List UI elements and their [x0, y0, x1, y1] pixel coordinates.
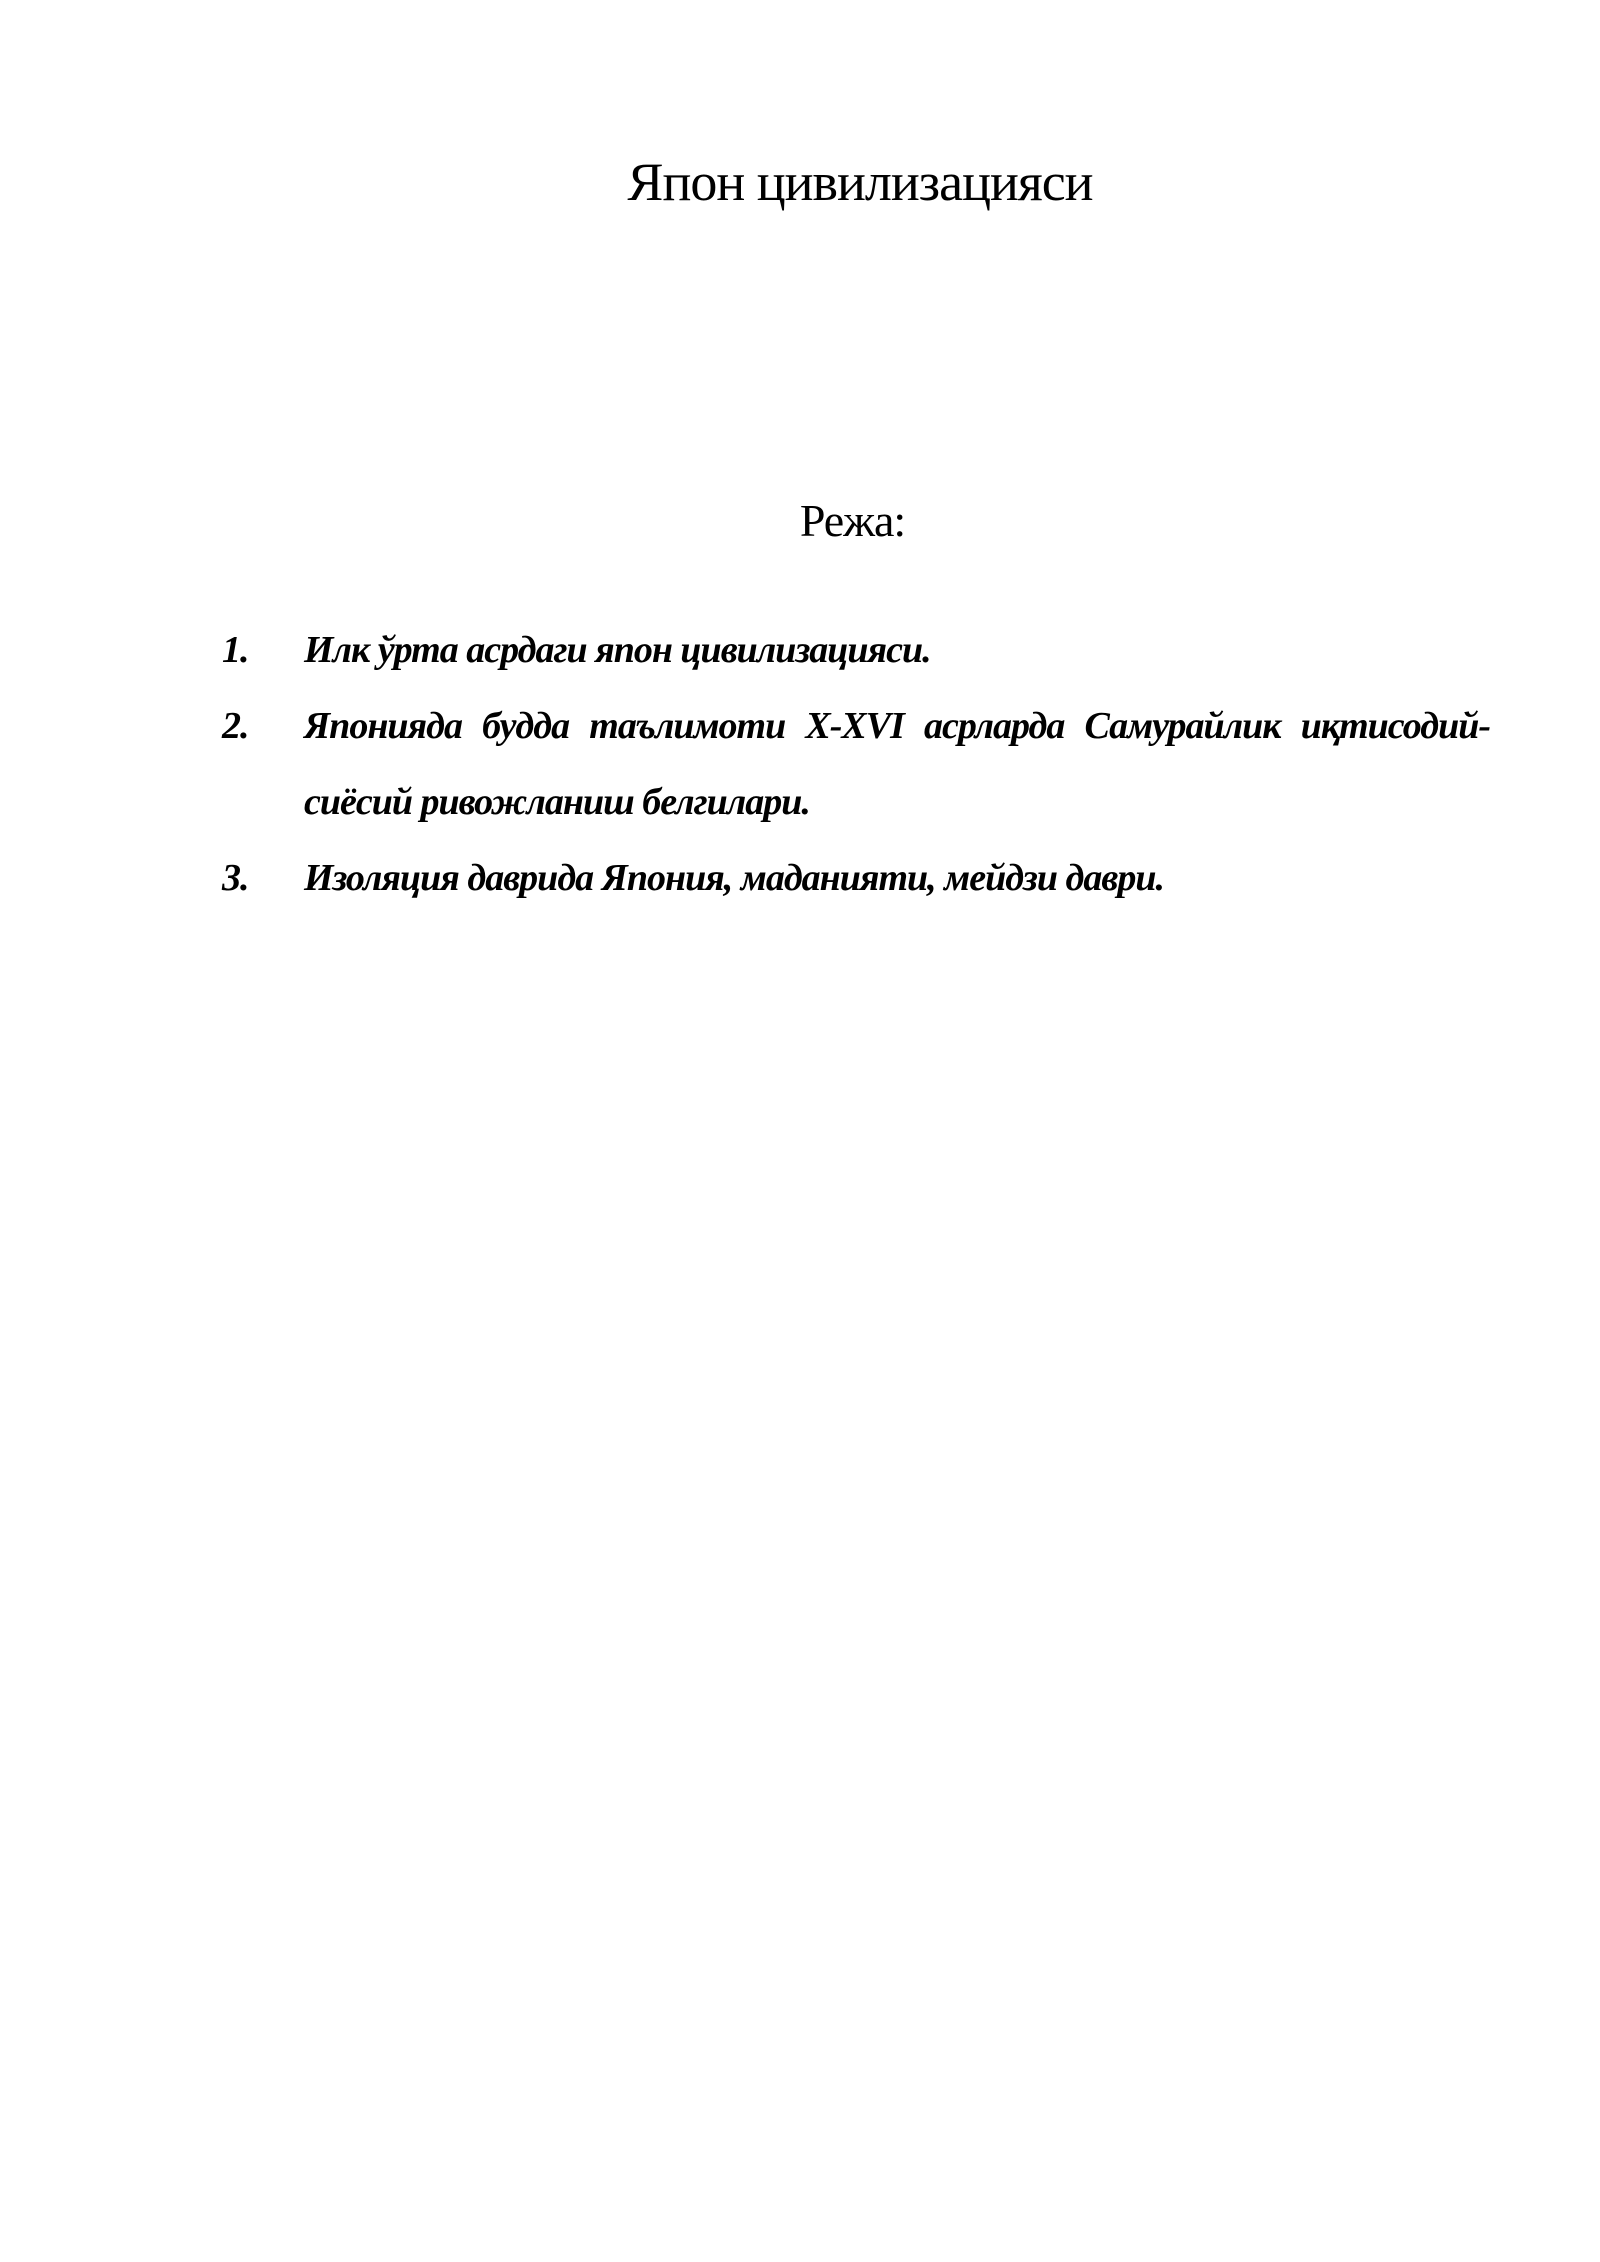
plan-item-2	[222, 688, 1490, 840]
plan-item-text: Илк ўрта асрдаги япон цивилизацияси.	[304, 629, 931, 671]
plan-list	[222, 612, 1490, 916]
plan-item-number: 3.	[222, 857, 249, 899]
plan-item-number: 1.	[222, 629, 249, 671]
plan-item-number: 2.	[222, 705, 249, 747]
plan-item-text: Японияда будда таълимоти X-XVI асрларда Самурайлик иқтисодий-сиёсий ривожланиш белгилари.	[304, 705, 1490, 823]
plan-item-1	[222, 612, 1490, 688]
plan-heading: Режа:	[799, 495, 906, 546]
plan-item-text: Изоляция даврида Япония, маданияти, мейдзи даври.	[304, 857, 1164, 899]
document-title: Япон цивилизацияси	[627, 152, 1093, 212]
plan-item-3	[222, 840, 1490, 916]
